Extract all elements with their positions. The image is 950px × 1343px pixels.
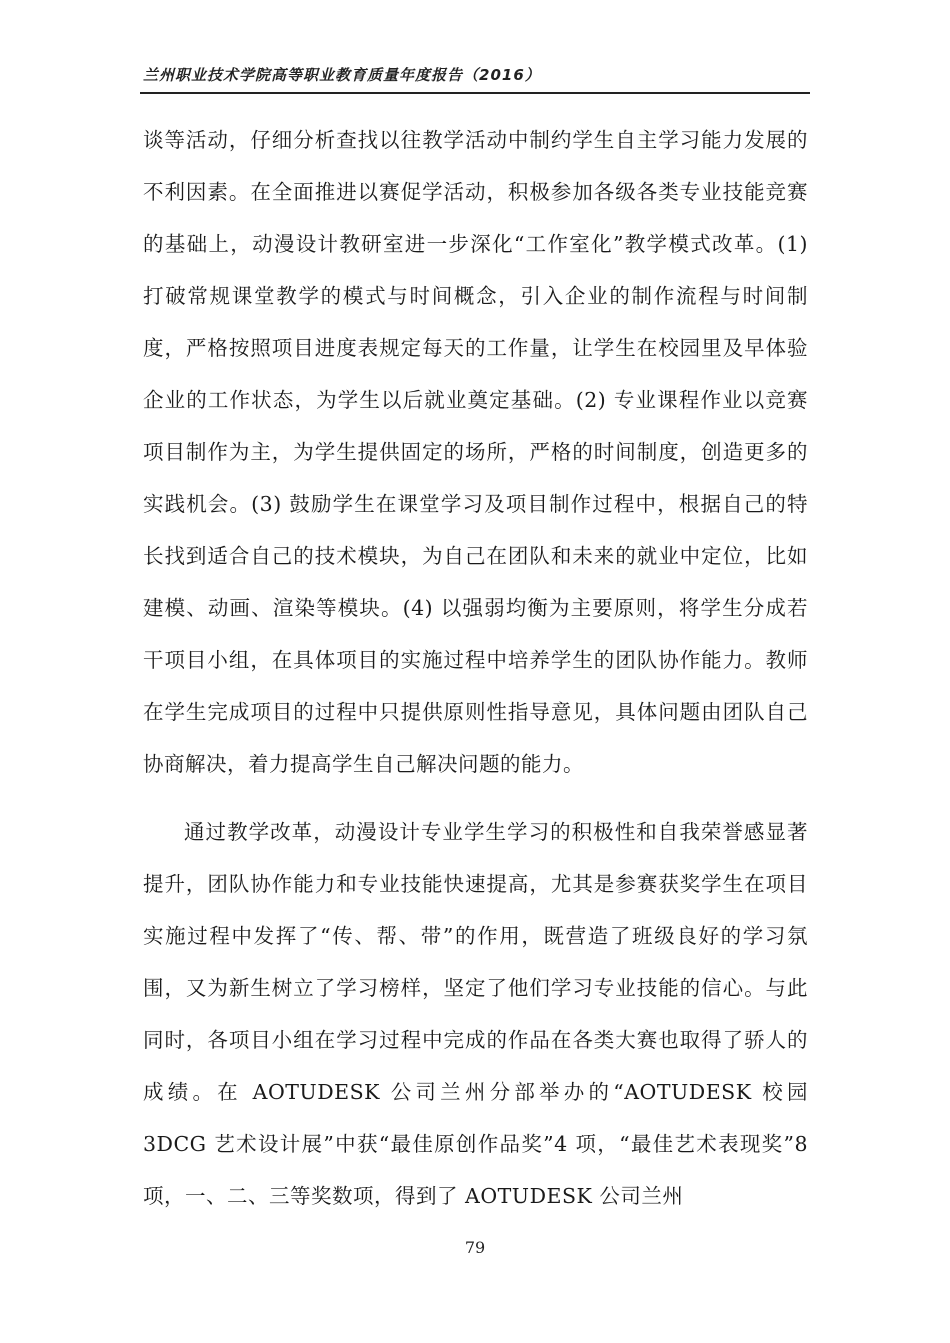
page-number: 79 xyxy=(464,1238,486,1257)
running-header: 兰州职业技术学院高等职业教育质量年度报告（2016） xyxy=(143,66,541,84)
paragraph: 通过教学改革，动漫设计专业学生学习的积极性和自我荣誉感显著提升，团队协作能力和专业技能快速提高，尤其是参赛获奖学生在项目实施过程中发挥了“传、帮、带”的作用，既营造了班级良好的学习氛围，又为新生树立了学习榜样，坚定了他们学习专业技能的信心。与此同时，各项目小组在学习过程中完成的作品在各类大赛也取得了骄人的成绩。在 AOTUDESK 公司兰州分部举办的“AOTUDESK 校园 3DCG 艺术设计展”中获“最佳原创作品奖”4 项，“最佳艺术表现奖”8 项，一、二、三等奖数项，得到了 AOTUDESK 公司兰州 xyxy=(143,820,808,1208)
paragraph-continued: 谈等活动，仔细分析查找以往教学活动中制约学生自主学习能力发展的不利因素。在全面推进以赛促学活动，积极参加各级各类专业技能竞赛的基础上，动漫设计教研室进一步深化“工作室化”教学模式改革。(1) 打破常规课堂教学的模式与时间概念，引入企业的制作流程与时间制度，严格按照项目进度表规定每天的工作量，让学生在校园里及早体验企业的工作状态，为学生以后就业奠定基础。(2) 专业课程作业以竞赛项目制作为主，为学生提供固定的场所，严格的时间制度，创造更多的实践机会。(3) 鼓励学生在课堂学习及项目制作过程中，根据自己的特长找到适合自己的技术模块，为自己在团队和未来的就业中定位，比如建模、动画、渲染等模块。(4) 以强弱均衡为主要原则，将学生分成若干项目小组，在具体项目的实施过程中培养学生的团队协作能力。教师在学生完成项目的过程中只提供原则性指导意见，具体问题由团队自己协商解决，着力提高学生自己解决问题的能力。 xyxy=(143,128,808,776)
header-divider xyxy=(140,92,810,94)
body-text xyxy=(143,114,808,1222)
